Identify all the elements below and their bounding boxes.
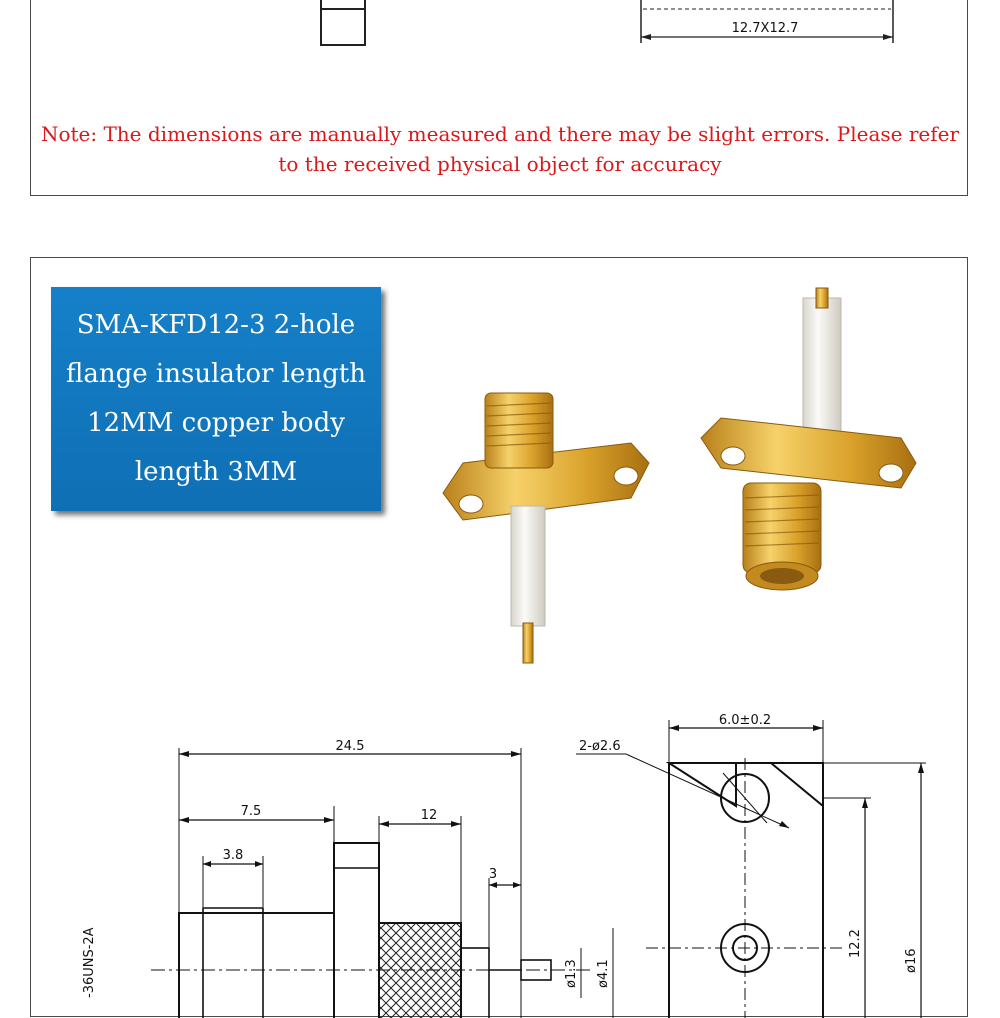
dia-small-label: ø1.3 bbox=[564, 959, 579, 988]
dim-label-3: 3 bbox=[488, 867, 498, 882]
product-panel bbox=[30, 257, 968, 1017]
width-label: 6.0±0.2 bbox=[718, 713, 772, 728]
side-view-drawing bbox=[151, 748, 591, 1018]
height-label: 12.2 bbox=[848, 929, 863, 958]
connector-photo-right bbox=[701, 288, 916, 590]
measurement-note: Note: The dimensions are manually measured and there may be slight errors. Please refer to the received physical object for accuracy bbox=[40, 122, 960, 176]
top-panel bbox=[30, 0, 968, 196]
front-view-arrows bbox=[669, 725, 924, 828]
dim-label-24-5: 24.5 bbox=[335, 739, 365, 754]
dia-large-label: ø4.1 bbox=[596, 959, 611, 988]
dim-label-3-8: 3.8 bbox=[222, 848, 244, 863]
part-outline-top bbox=[321, 0, 365, 45]
connector-photo-left bbox=[443, 393, 649, 663]
thread-label: -36UNS-2A bbox=[82, 927, 97, 998]
hole-leader-line bbox=[626, 754, 789, 828]
dim-label-12: 12 bbox=[420, 808, 438, 823]
flange-outline bbox=[334, 843, 379, 1018]
front-view-drawing bbox=[576, 720, 926, 1018]
product-title: SMA-KFD12-3 2-hole flange insulator length 12MM copper body length 3MM bbox=[66, 310, 366, 487]
dim-label-7-5: 7.5 bbox=[240, 804, 262, 819]
product-illustration bbox=[31, 258, 969, 1018]
dia-label: ø16 bbox=[904, 948, 919, 973]
dimension-label-top: 12.7X12.7 bbox=[731, 21, 799, 36]
flange-hole-icon bbox=[459, 495, 483, 513]
hole-label: 2-ø2.6 bbox=[579, 739, 621, 754]
